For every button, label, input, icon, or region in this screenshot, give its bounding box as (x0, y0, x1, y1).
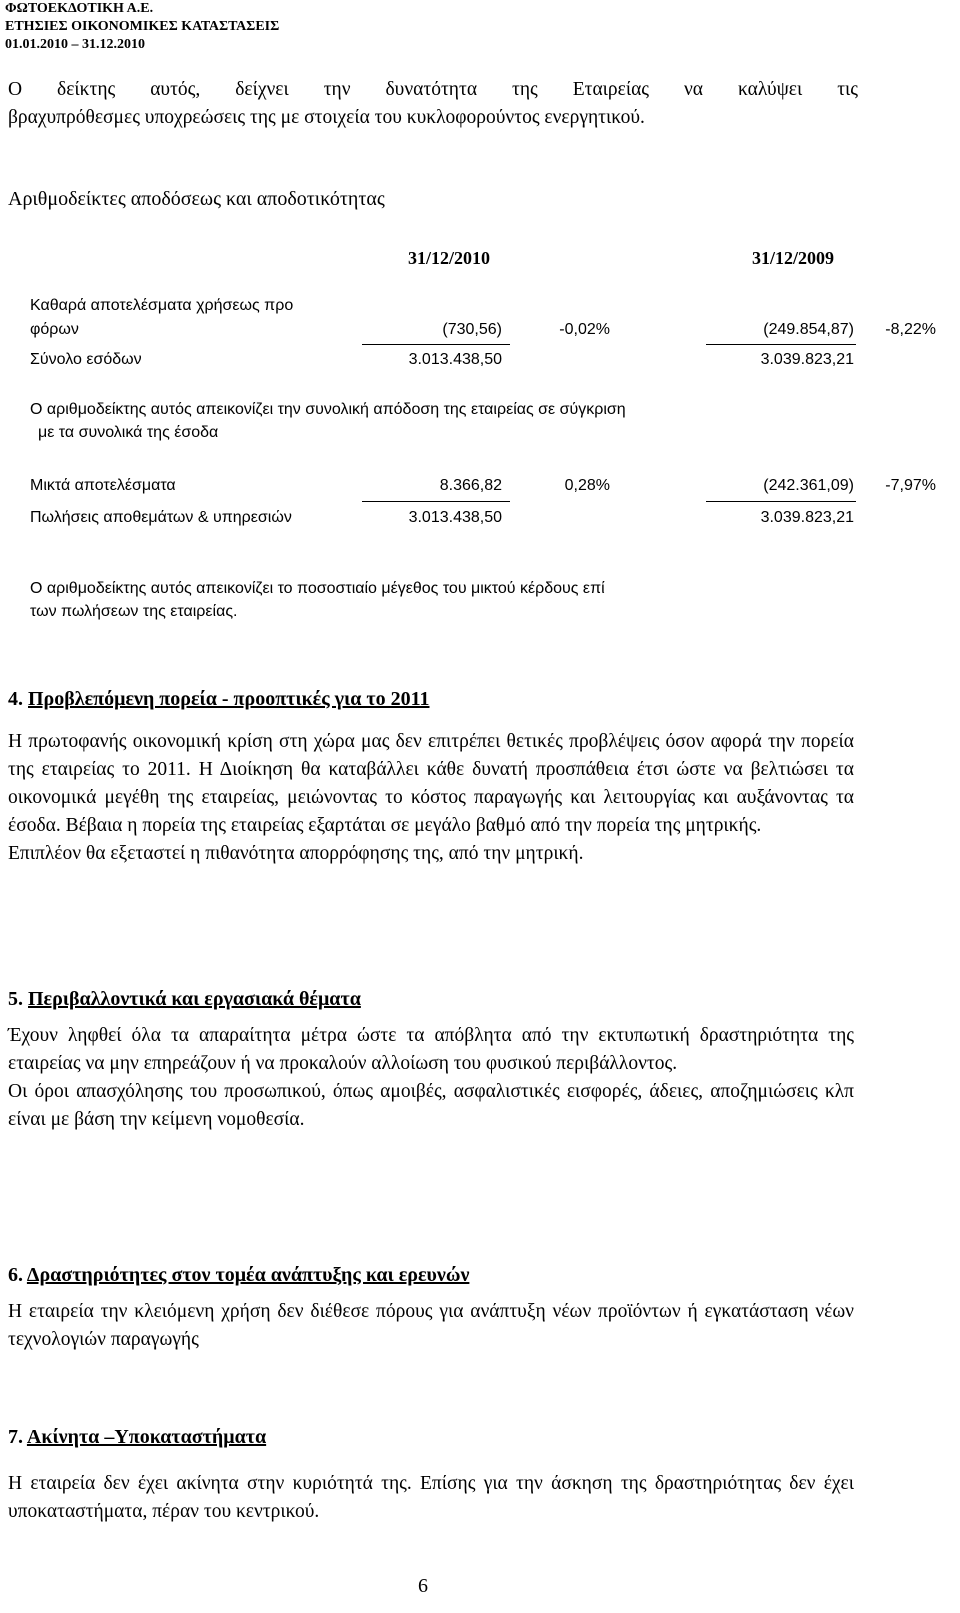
gross-results-pct-2009: -7,97% (885, 477, 936, 494)
section-4-title: Προβλεπόμενη πορεία - προοπτικές για το 2011 (28, 688, 430, 710)
underline-net-2009 (706, 344, 856, 345)
section-4-text: Η πρωτοφανής οικονομική κρίση στη χώρα μας δεν επιτρέπει θετικές προβλέψεις όσον αφορά την πορεία της εταιρείας το 2011. Η Διοίκηση θα καταβάλλει κάθε δυνατή προσπάθεια έτσι ώστε να βελτιώσει τα οικονομικά μεγέθη της εταιρείας, μειώνοντας το κόστος παραγωγής και λειτουργίας και αυξάνοντας τα έσοδα. Βέβαια η πορεία της εταιρείας εξαρτάται σε μεγάλο βαθμό από την πορεία της μητρικής. (8, 731, 854, 836)
row-label-net-results-2: φόρων (30, 321, 79, 338)
section-5-heading (8, 988, 361, 1011)
section-7-heading (8, 1426, 266, 1449)
section-4-text-2: Επιπλέον θα εξεταστεί η πιθανότητα απορρόφησης της, από την μητρική. (8, 843, 584, 864)
ratio-note-1-line-1: Ο αριθμοδείκτης αυτός απεικονίζει την συνολική απόδοση της εταιρείας σε σύγκριση (30, 401, 626, 418)
total-income-2010: 3.013.438,50 (408, 351, 502, 368)
intro-paragraph (8, 76, 858, 132)
ratios-title: Αριθμοδείκτες αποδόσεως και αποδοτικότητας (8, 188, 385, 210)
sales-2010: 3.013.438,50 (408, 509, 502, 526)
section-7-title: Ακίνητα –Υποκαταστήματα (26, 1426, 267, 1448)
section-6-heading (8, 1264, 469, 1287)
gross-results-pct-2010: 0,28% (564, 477, 610, 494)
row-label-gross-results: Μικτά αποτελέσματα (30, 477, 176, 494)
section-6-title: Δραστηριότητες στον τομέα ανάπτυξης και ερευνών (26, 1264, 470, 1286)
section-7-text: Η εταιρεία δεν έχει ακίνητα στην κυριότητά της. Επίσης για την άσκηση της δραστηριότητας δεν έχει υποκαταστήματα, πέραν του κεντρικού. (8, 1473, 854, 1522)
header-doc-title: ΕΤΗΣΙΕΣ ΟΙΚΟΝΟΜΙΚΕΣ ΚΑΤΑΣΤΑΣΕΙΣ (5, 19, 280, 34)
section-5-title: Περιβαλλοντικά και εργασιακά θέματα (28, 988, 361, 1010)
section-6-body (8, 1298, 854, 1354)
header-company: ΦΩΤΟΕΚΔΟΤΙΚΗ Α.Ε. (5, 1, 154, 16)
section-4-number: 4. (8, 688, 23, 710)
section-5-text: Έχουν ληφθεί όλα τα απαραίτητα μέτρα ώστε τα απόβλητα από την εκτυπωτική δραστηριότητα της εταιρείας να μην επηρεάζουν ή να προκαλούν αλλοίωση του φυσικού περιβάλλοντος. (8, 1025, 854, 1074)
net-results-pct-2010: -0,02% (559, 321, 610, 338)
gross-results-2009: (242.361,09) (763, 477, 854, 494)
section-7-number: 7. (8, 1426, 23, 1448)
ratio-note-1-line-2: με τα συνολικά της έσοδα (38, 424, 219, 441)
row-label-total-income: Σύνολο εσόδων (30, 351, 142, 368)
row-label-sales: Πωλήσεις αποθεμάτων & υπηρεσιών (30, 509, 292, 526)
sales-2009: 3.039.823,21 (760, 509, 854, 526)
underline-gross-2010 (362, 501, 510, 502)
section-5-text-2: Οι όροι απασχόλησης του προσωπικού, όπως αμοιβές, ασφαλιστικές εισφορές, άδειες, αποζημιώσεις κλπ είναι με βάση την κείμενη νομοθεσία. (8, 1081, 854, 1130)
ratio-note-2 (30, 577, 605, 623)
ratio-note-2-line-1: Ο αριθμοδείκτης αυτός απεικονίζει το ποσοστιαίο μέγεθος του μικτού κέρδους επί (30, 580, 605, 597)
page-number: 6 (418, 1575, 428, 1597)
section-5-body (8, 1022, 854, 1134)
net-results-2010: (730,56) (442, 321, 502, 338)
section-6-text: Η εταιρεία την κλειόμενη χρήση δεν διέθεσε πόρους για ανάπτυξη νέων προϊόντων ή εγκατάσταση νέων τεχνολογιών παραγωγής (8, 1301, 854, 1350)
intro-line-1: Ο δείκτης αυτός, δείχνει την δυνατότητα της Εταιρείας να καλύψει τις (8, 79, 858, 100)
ratio-note-1 (30, 398, 626, 444)
total-income-2009: 3.039.823,21 (760, 351, 854, 368)
gross-results-2010: 8.366,82 (439, 477, 502, 494)
section-6-number: 6. (8, 1264, 23, 1286)
year-header-2009: 31/12/2009 (752, 248, 835, 268)
section-5-number: 5. (8, 988, 23, 1010)
net-results-2009: (249.854,87) (763, 321, 854, 338)
underline-net-2010 (362, 344, 510, 345)
net-results-pct-2009: -8,22% (885, 321, 936, 338)
ratio-note-2-line-2: των πωλήσεων της εταιρείας. (30, 603, 238, 620)
row-label-net-results-1: Καθαρά αποτελέσματα χρήσεως προ (30, 297, 294, 314)
underline-gross-2009 (706, 501, 856, 502)
section-7-body (8, 1470, 854, 1526)
header-period: 01.01.2010 – 31.12.2010 (5, 37, 145, 52)
section-4-body (8, 728, 854, 868)
intro-line-2: βραχυπρόθεσμες υποχρεώσεις της με στοιχεία του κυκλοφορούντος ενεργητικού. (8, 107, 645, 128)
year-header-2010: 31/12/2010 (408, 248, 491, 268)
section-4-heading (8, 688, 429, 711)
